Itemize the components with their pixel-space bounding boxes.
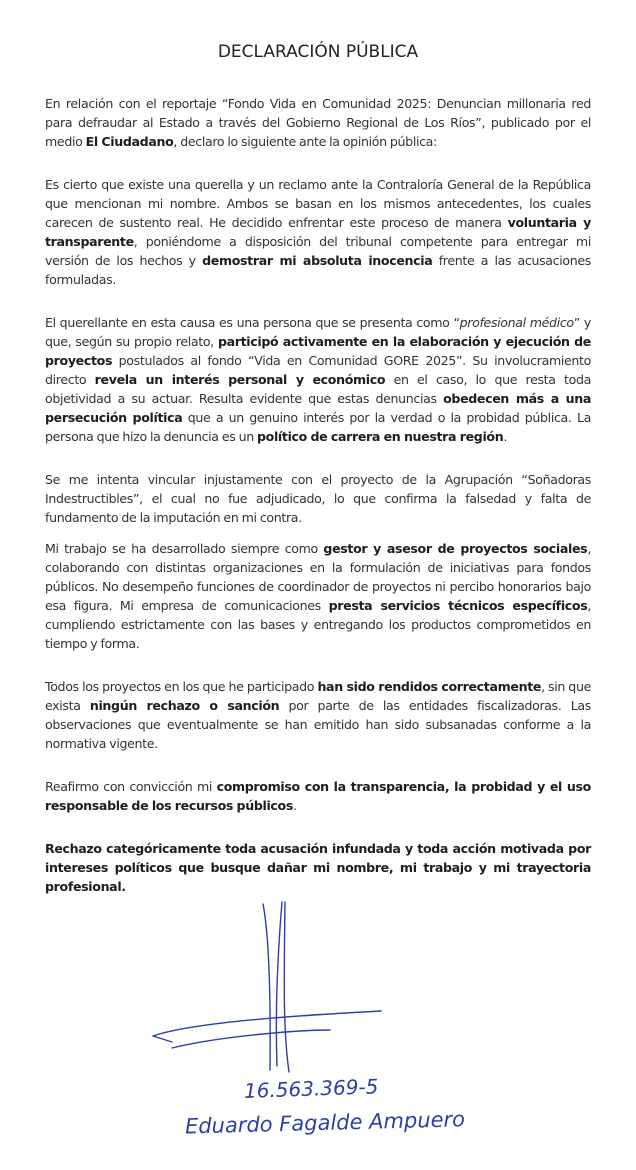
emphasized-text: El Ciudadano: [85, 134, 174, 149]
paragraph-spacer: [45, 151, 591, 175]
signature-strokes: [153, 902, 381, 1072]
emphasized-text: compromiso con la transparencia, la probidad y el uso responsable de los recursos públicos: [45, 779, 591, 813]
body-text: , sin que exista: [45, 679, 591, 713]
handwritten-signature: [0, 900, 636, 1150]
body-text: Mi trabajo se ha desarrollado siempre como: [45, 541, 324, 556]
body-text: postulados al fondo “Vida en Comunidad GORE 2025”. Su involucramiento directo: [45, 353, 591, 387]
paragraph-spacer: [45, 753, 591, 777]
paragraph-spacer: [45, 653, 591, 677]
emphasized-text: obedecen más a una persecución política: [45, 391, 592, 425]
signature-id-number: 16.563.369-5: [243, 1074, 379, 1103]
signature-stroke-horizontal-3: [172, 1030, 330, 1048]
body-text: en el caso, lo que resta toda objetividad a su actuar. Resulta evidente que estas denuncias: [45, 372, 591, 406]
emphasized-text: han sido rendidos correctamente: [317, 679, 542, 694]
emphasized-text: participó activamente en la elaboración y ejecución de proyectos: [45, 334, 591, 368]
body-text: El querellante en esta causa es una persona que se presenta como “: [45, 315, 460, 330]
paragraph-complaint: [45, 175, 591, 289]
paragraph-accountability: [45, 677, 591, 753]
paragraph-spacer: [45, 815, 591, 839]
body-text: por parte de las entidades fiscalizadoras. Las observaciones que eventualmente se han emitido han sido subsanadas conforme a la normativa vigente.: [45, 698, 591, 751]
signature-block: [0, 900, 636, 1150]
emphasized-text: gestor y asesor de proyectos sociales: [323, 541, 588, 556]
body-text: Se me intenta vincular injustamente con el proyecto de la Agrupación “Soñadoras Indestructibles”, el cual no fue adjudicado, lo que confirma la falsedad y falta de fundamento de la imputación en mi contra.: [45, 472, 591, 525]
paragraph-rejection: [45, 839, 591, 896]
paragraph-spacer: [45, 446, 591, 470]
emphasized-text: presta servicios técnicos específicos: [328, 598, 588, 613]
document-title: DECLARACIÓN PÚBLICA: [217, 42, 419, 62]
body-text: Es cierto que existe una querella y un reclamo ante la Contraloría General de la República que mencionan mi nombre. Ambos se basan en los mismos antecedentes, los cuales carecen de sustento real. He decidido enfrentar este proceso de manera: [45, 177, 591, 230]
emphasized-text: demostrar mi absoluta inocencia: [202, 253, 433, 268]
paragraph-spacer: [45, 289, 591, 313]
body-text: que a un genuino interés por la verdad o la probidad pública. La persona que hizo la denuncia es un: [45, 410, 591, 444]
body-text: .: [293, 798, 297, 813]
paragraph-work: [45, 539, 591, 653]
body-text: Reafirmo con convicción mi: [45, 779, 217, 794]
paragraph-commitment: [45, 777, 591, 815]
document-body: [45, 94, 591, 896]
body-text: Todos los proyectos en los que he participado: [45, 679, 318, 694]
emphasized-text: Rechazo categóricamente toda acusación infundada y toda acción motivada por intereses políticos que busque dañar mi nombre, mi trabajo y mi trayectoria profesional.: [45, 841, 591, 894]
emphasized-text: voluntaria y transparente: [45, 215, 591, 249]
body-text: ” y que, según su propio relato,: [45, 315, 591, 349]
body-text: , colaborando con distintas organizaciones en la formulación de iniciativas para fondos públicos. No desempeño funciones de coordinador de proyectos ni percibo honorarios bajo esa figura. Mi empresa de comunicaciones: [45, 541, 591, 613]
paragraph-spacer: [45, 527, 591, 539]
body-text: , cumpliendo estrictamente con las bases y entregando los productos comprometidos en tiempo y forma.: [45, 598, 592, 651]
signature-stroke-horizontal-2: [153, 1036, 172, 1042]
body-text: frente a las acusaciones formuladas.: [45, 253, 591, 287]
paragraph-plaintiff: [45, 313, 591, 446]
body-text: .: [503, 429, 507, 444]
italic-text: profesional médico: [459, 315, 574, 330]
signature-name: Eduardo Fagalde Ampuero: [184, 1107, 466, 1139]
paragraph-intro: [45, 94, 591, 151]
signature-stroke-vertical-1: [263, 904, 270, 1070]
emphasized-text: ningún rechazo o sanción: [89, 698, 280, 713]
signature-stroke-horizontal-1: [153, 1011, 381, 1036]
body-text: En relación con el reportaje “Fondo Vida en Comunidad 2025: Denuncian millonaria red para defraudar al Estado a través del Gobierno Regional de Los Ríos”, publicado por el medio: [45, 96, 591, 149]
body-text: , poniéndome a disposición del tribunal competente para entregar mi versión de los hechos y: [45, 234, 591, 268]
signature-stroke-vertical-2: [276, 902, 282, 1066]
body-text: , declaro lo siguiente ante la opinión pública:: [173, 134, 437, 149]
emphasized-text: político de carrera en nuestra región: [257, 429, 504, 444]
signature-stroke-vertical-3: [284, 902, 289, 1072]
emphasized-text: revela un interés personal y económico: [94, 372, 386, 387]
paragraph-project-link: [45, 470, 591, 527]
